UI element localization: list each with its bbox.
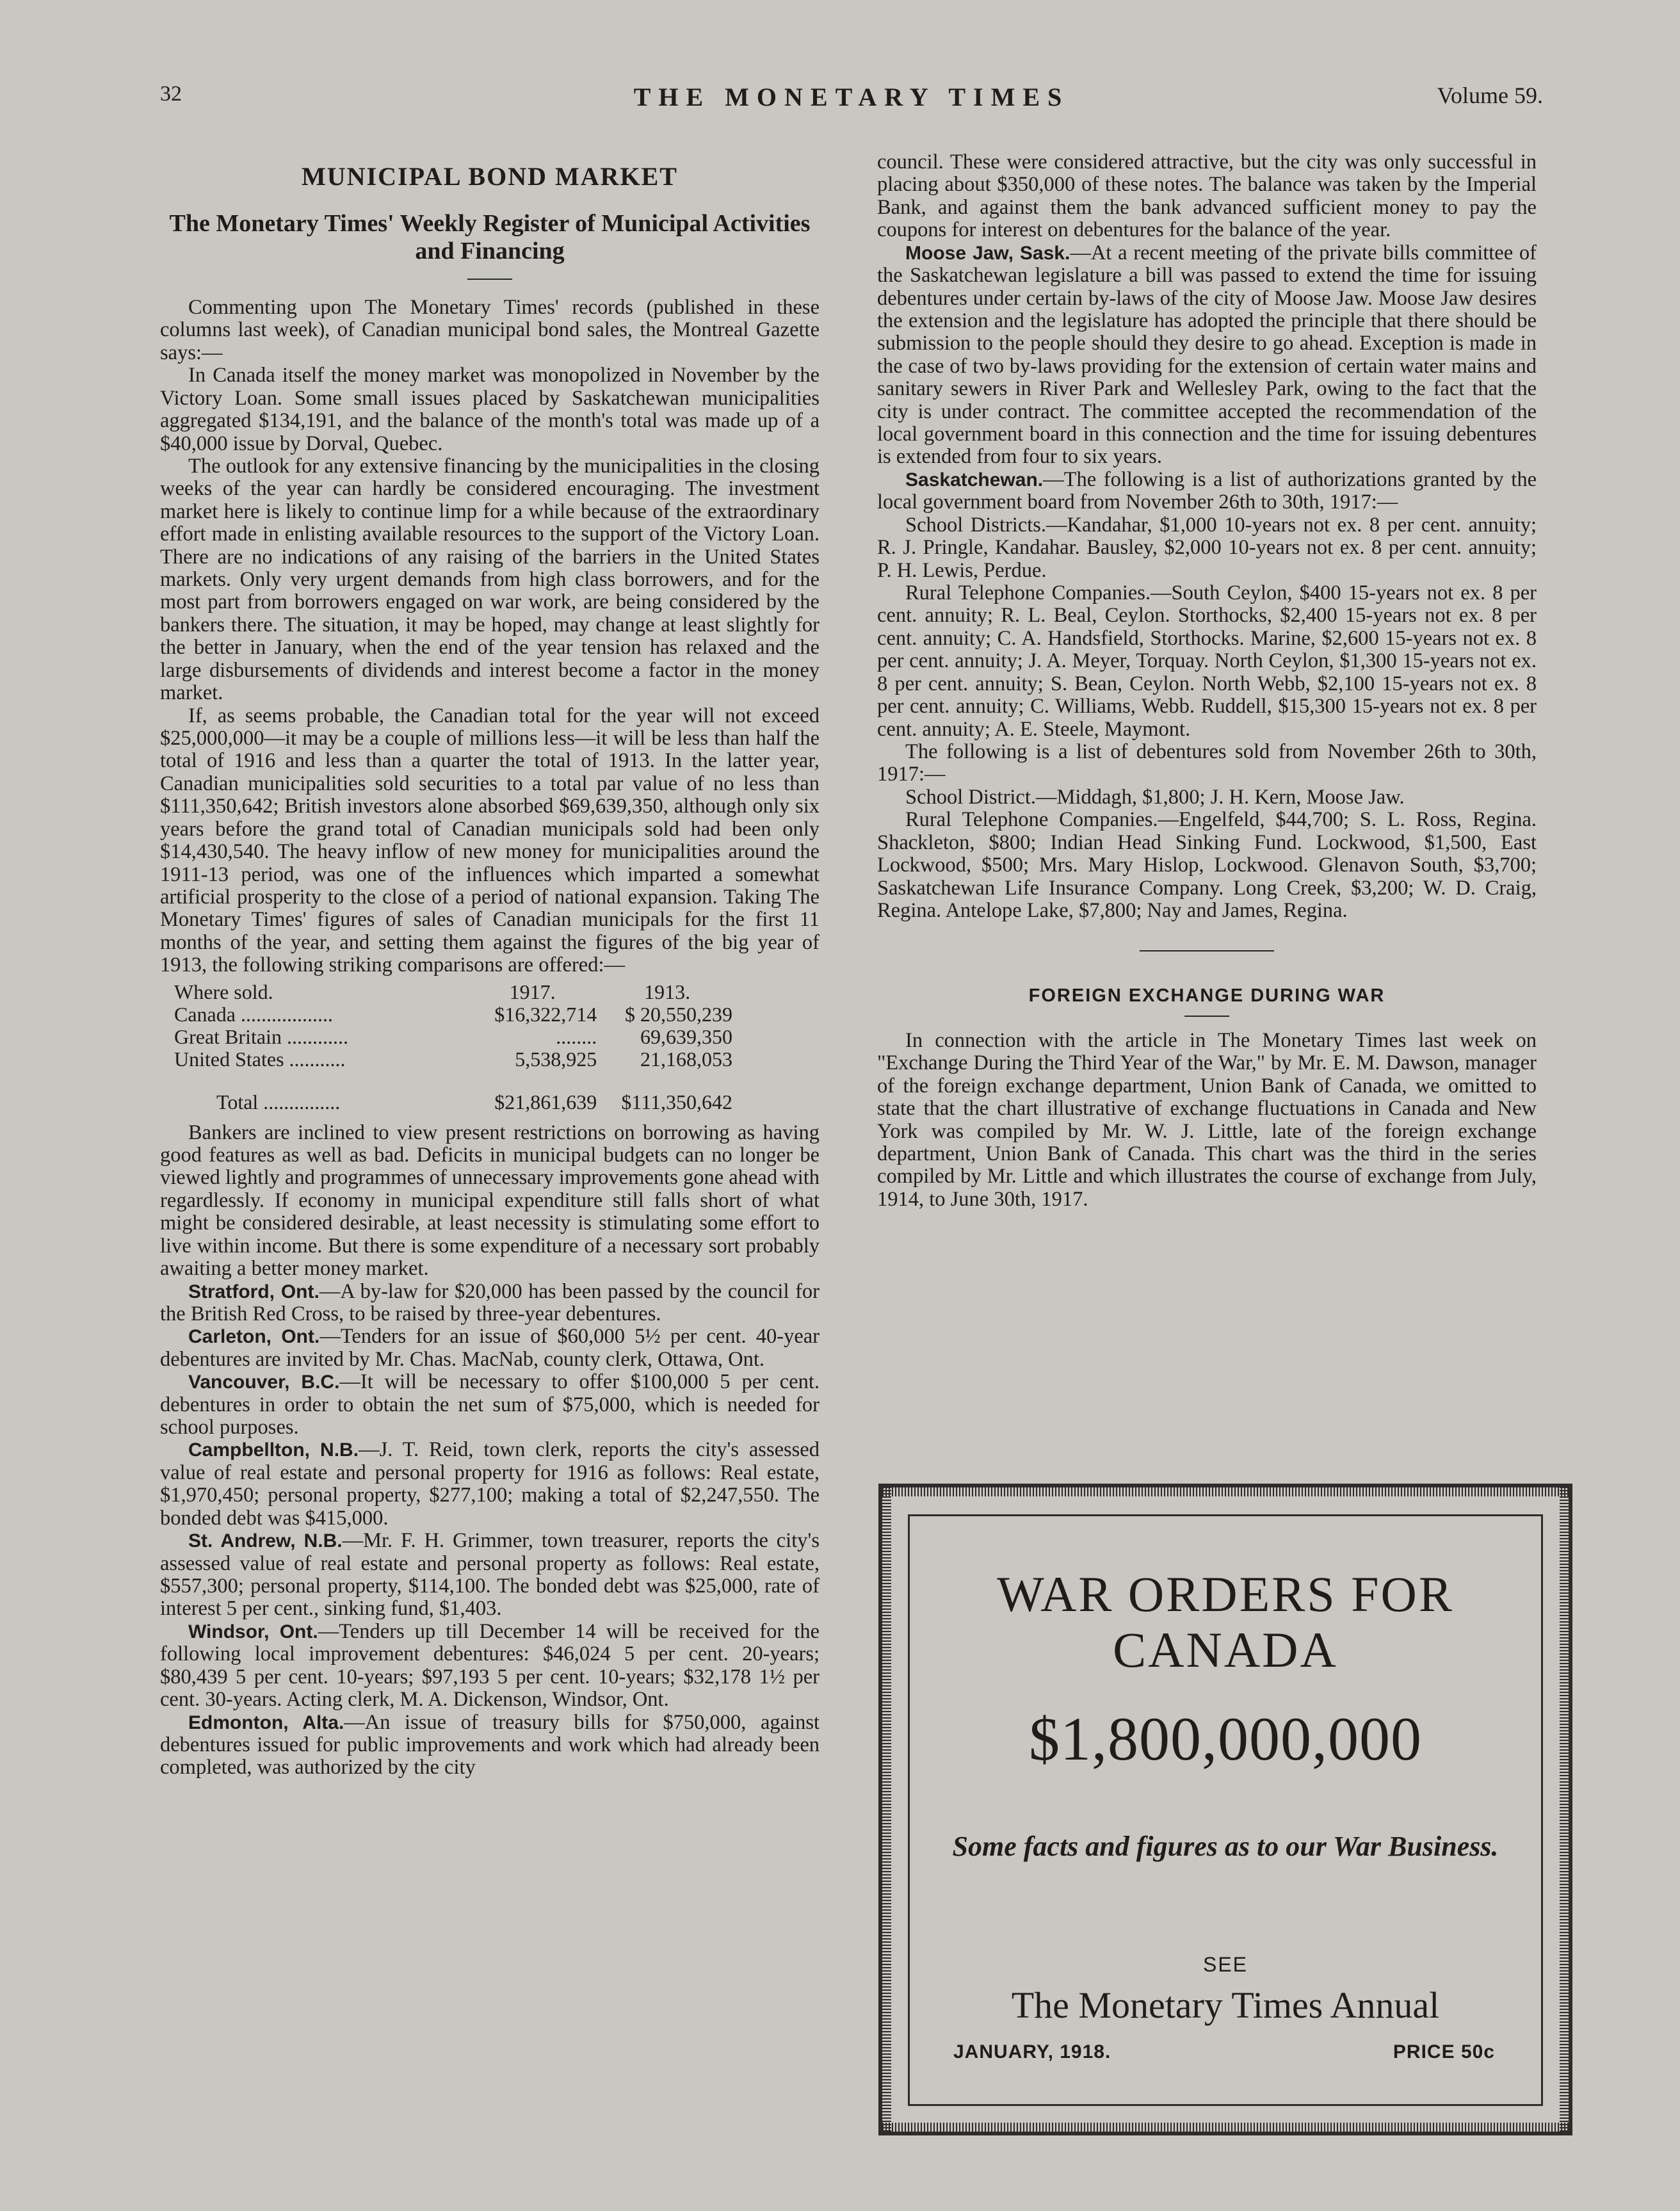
news-item-lead: Edmonton, Alta.: [188, 1712, 344, 1733]
news-item-text: —J. T. Reid, town clerk, reports the city's assessed value of real estate and personal property for 1916 as follows: Real estate, $1,970,450; personal property, $277,100; making a total of $2,247,550. The bonded debt was $415,000.: [160, 1438, 820, 1530]
paragraph: In Canada itself the money market was monopolized in November by the Victory Loan. Some small issues placed by Saskatchewan municipalities aggregated $134,191, and the balance of the month's total was made up of a $40,000 issue by Dorval, Quebec.: [160, 364, 820, 455]
table-header-cell: 1913.: [644, 980, 691, 1003]
section-title-municipal-bond-market: MUNICIPAL BOND MARKET: [302, 162, 678, 191]
comparison-table: [172, 981, 735, 1114]
ad-publication-name: The Monetary Times Annual: [1011, 1984, 1440, 2026]
news-item-text: —Tenders up till December 14 will be received for the following local improvement debentures: $46,024 5 per cent. 20-years; $80,439 5 per cent. 10-years; $97,193 5 per cent. 10-years; $32,178 1½ per cent. 30-years. Acting clerk, M. A. Dickenson, Windsor, Ont.: [160, 1619, 820, 1712]
page-number: 32: [160, 82, 182, 106]
news-item: [160, 1712, 820, 1779]
table-row: [172, 1003, 735, 1026]
paragraph: Bankers are inclined to view present restrictions on borrowing as having good features as well as bad. Deficits in municipal budgets can no longer be viewed lightly and programmes of unnecessary improvements gone ahead with regardlessly. If economy in municipal expenditure still falls short of what might be considered desirable, at least necessity is stimulating some effort to live within income. But there is some expenditure of a necessary sort probably awaiting a better money market.: [160, 1121, 820, 1281]
right-column: [877, 151, 1537, 1211]
paragraph: School District.—Middagh, $1,800; J. H. Kern, Moose Jaw.: [905, 785, 1405, 809]
news-item-text: —An issue of treasury bills for $750,000, against debentures issued for public improvements and work which had already been completed, was authorized by the city: [160, 1710, 820, 1779]
paragraph: council. These were considered attractive, but the city was only successful in placing about $350,000 of these notes. The balance was taken by the Imperial Bank, and against them the bank advanced sufficient money to pay the coupons for interest on debentures for the balance of the year.: [877, 150, 1537, 242]
volume-label: Volume 59.: [1437, 83, 1543, 108]
news-item-text: —A by-law for $20,000 has been passed by the council for the British Red Cross, to be raised by three-year debentures.: [160, 1279, 820, 1325]
divider: [467, 279, 512, 280]
table-cell: Canada ..................: [174, 1002, 333, 1026]
divider: [1140, 950, 1274, 952]
news-item: [160, 1621, 820, 1712]
news-item: [160, 1530, 820, 1621]
advertisement-inner-frame: [908, 1514, 1543, 2106]
paragraph: If, as seems probable, the Canadian total for the year will not exceed $25,000,000—it may be a couple of millions less—it will be less than half the total of 1916 and less than a quarter the total of 1913. In the latter year, Canadian municipalities sold securities to a total par value of no less than $111,350,642; British investors alone absorbed $69,639,350, although only six years before the grand total of Canadian municipals sold had been only $14,430,540. The heavy inflow of new money for municipalities around the 1911-13 period, was one of the influences which imparted a somewhat artificial prosperity to the close of a period of national expansion. Taking The Monetary Times' figures of sales of Canadian municipals for the first 11 months of the year, and setting them against the figures of the big year of 1913, the following striking comparisons are offered:—: [160, 704, 820, 977]
table-cell: 69,639,350: [640, 1025, 732, 1048]
divider: [1184, 1016, 1229, 1017]
ad-amount: $1,800,000,000: [1029, 1705, 1422, 1773]
news-item-lead: Vancouver, B.C.: [188, 1372, 340, 1393]
table-cell: $16,322,714: [494, 1002, 597, 1026]
ad-price: PRICE 50c: [1393, 2041, 1495, 2062]
paragraph: The outlook for any extensive financing by the municipalities in the closing weeks of the year can hardly be considered encouraging. The investment market here is likely to continue limp for a while because of the extraordinary effort made in enlisting available resources to the support of the Victory Loan. There are no indications of any raising of the barriers in the United States markets. Only very urgent demands from high class borrowers, and for the most part from borrowers engaged on war work, are being considered by the bankers there. The situation, it may be hoped, may change at least slightly for the better in January, when the end of the year tension has relaxed and the large disbursements of dividends and interest become a factor in the money market.: [160, 454, 820, 705]
news-item-lead: Windsor, Ont.: [188, 1621, 318, 1642]
table-header-cell: 1917.: [509, 980, 556, 1003]
news-item: [877, 242, 1537, 469]
news-item-text: —It will be necessary to offer $100,000 5 per cent. debentures in order to obtain the net sum of $75,000, which is needed for school purposes.: [160, 1370, 820, 1439]
masthead: THE MONETARY TIMES: [633, 83, 1070, 111]
paragraph: School Districts.—Kandahar, $1,000 10-years not ex. 8 per cent. annuity; R. J. Pringle, Kandahar. Bausley, $2,000 10-years not ex. 8 per cent. annuity; P. H. Lewis, Perdue.: [877, 513, 1537, 582]
table-cell: ........: [556, 1025, 597, 1048]
paragraph: Rural Telephone Companies.—Engelfeld, $44,700; S. L. Ross, Regina. Shackleton, $800; Indian Head Sinking Fund. Lockwood, $1,500, East Lockwood, $500; Mrs. Mary Hislop, Lockwood. Glenavon South, $3,700; Saskatchewan Life Insurance Company. Long Creek, $3,200; W. D. Craig, Regina. Antelope Lake, $7,800; Nay and James, Regina.: [877, 808, 1537, 922]
table-cell: $111,350,642: [621, 1090, 732, 1114]
running-head: [160, 82, 1543, 120]
news-item: [160, 1281, 820, 1326]
table-total-row: [172, 1071, 735, 1114]
table-row: [172, 1048, 735, 1071]
paragraph: The following is a list of debentures sold from November 26th to 30th, 1917:—: [877, 740, 1537, 786]
ad-headline: WAR ORDERS FOR CANADA: [997, 1566, 1454, 1678]
paragraph: In connection with the article in The Monetary Times last week on "Exchange During the Third Year of the War," by Mr. E. M. Dawson, manager of the foreign exchange department, Union Bank of Canada, we omitted to state that the chart illustrative of exchange fluctuations in Canada and New York was compiled by Mr. W. J. Little, late of the foreign exchange department, Union Bank of Canada. This chart was the third in the series compiled by Mr. Little and which illustrates the course of exchange from July, 1914, to June 30th, 1917.: [877, 1028, 1537, 1211]
table-cell: Total ...............: [216, 1090, 341, 1114]
news-item: [877, 469, 1537, 514]
section-subtitle: The Monetary Times' Weekly Register of Municipal Activities and Financing: [169, 209, 811, 265]
paragraph: Rural Telephone Companies.—South Ceylon, $400 15-years not ex. 8 per cent. annuity; R. L. Beal, Ceylon. Storthocks, $2,400 15-years not ex. 8 per cent. annuity; C. A. Handsfield, Storthocks. Marine, $2,600 15-years not ex. 8 per cent. annuity; J. A. Meyer, Torquay. North Ceylon, $1,300 15-years not ex. 8 per cent. annuity; S. Bean, Ceylon. North Webb, $2,100 15-years not ex. 8 per cent. annuity; C. Williams, Webb. Ruddell, $15,300 15-years not ex. 8 per cent. annuity; A. E. Steele, Maymont.: [877, 581, 1537, 741]
table-cell: 5,538,925: [515, 1048, 597, 1071]
news-item-lead: St. Andrew, N.B.: [188, 1530, 343, 1552]
table-cell: $21,861,639: [494, 1090, 597, 1114]
table-row: [172, 1026, 735, 1048]
paragraph: Commenting upon The Monetary Times' records (published in these columns last week), of Canadian municipal bond sales, the Montreal Gazette says:—: [160, 295, 820, 364]
news-item: [160, 1371, 820, 1439]
table-header-cell: Where sold.: [174, 980, 273, 1003]
table-cell: 21,168,053: [640, 1048, 732, 1071]
news-item-lead: Campbellton, N.B.: [188, 1439, 359, 1461]
left-column: [160, 154, 820, 1779]
news-item-text: —At a recent meeting of the private bills committee of the Saskatchewan legislature a bill was passed to extend the time for issuing debentures under certain by-laws of the city of Moose Jaw. Moose Jaw desires the extension and the legislature has adopted the principle that there should be submission to the people should they desire to go ahead. Exception is made in the case of two by-laws providing for the extension of certain water mains and sanitary sewers in River Park and Wellesley Park, owing to the fact that the city is under contract. The committee accepted the recommendation of the local government board in this connection and the time for issuing debentures is extended from four to six years.: [877, 241, 1537, 469]
news-item: [160, 1325, 820, 1371]
news-item-lead: Carleton, Ont.: [188, 1326, 320, 1348]
ad-tagline: Some facts and figures as to our War Business.: [952, 1831, 1499, 1862]
news-item-lead: Saskatchewan.: [905, 469, 1044, 490]
section-title-foreign-exchange: FOREIGN EXCHANGE DURING WAR: [1028, 985, 1385, 1007]
news-item-lead: Stratford, Ont.: [188, 1281, 319, 1302]
advertisement-box: [878, 1484, 1572, 2135]
news-item-text: —Mr. F. H. Grimmer, town treasurer, reports the city's assessed value of real estate and personal property as follows: Real estate, $557,300; personal property, $114,100. The bonded debt was $25,000, rate of interest 5 per cent., sinking fund, $1,403.: [160, 1529, 820, 1621]
table-header-row: [172, 981, 735, 1003]
table-cell: $ 20,550,239: [625, 1002, 732, 1026]
news-item: [160, 1439, 820, 1530]
news-item-lead: Moose Jaw, Sask.: [905, 242, 1070, 264]
news-item-text: —Tenders for an issue of $60,000 5½ per cent. 40-year debentures are invited by Mr. Chas. MacNab, county clerk, Ottawa, Ont.: [160, 1325, 820, 1371]
table-cell: United States ...........: [174, 1048, 346, 1071]
table-cell: Great Britain ............: [174, 1025, 348, 1048]
ad-date: JANUARY, 1918.: [953, 2041, 1111, 2062]
news-item-text: —The following is a list of authorizations granted by the local government board from November 26th to 30th, 1917:—: [877, 467, 1537, 514]
ad-see-label: SEE: [1202, 1953, 1248, 1976]
